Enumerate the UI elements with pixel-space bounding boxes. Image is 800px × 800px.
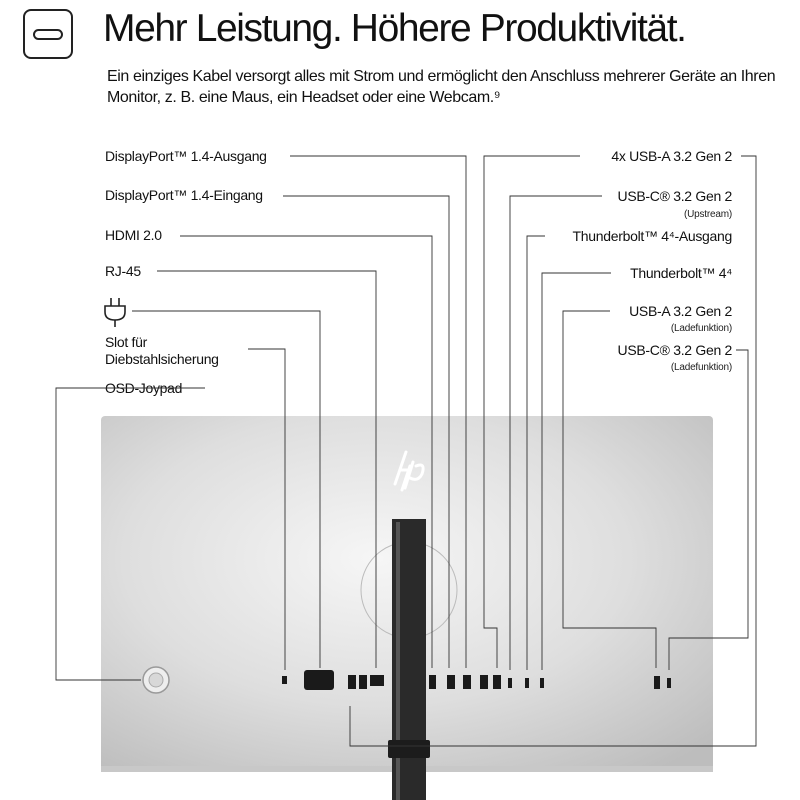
usba-port-1 xyxy=(348,675,356,689)
stand-clamp xyxy=(388,740,430,758)
note-usba-charging: (Ladefunktion) xyxy=(670,323,732,334)
lock-slot-port xyxy=(282,676,287,684)
power-plug-icon xyxy=(105,298,125,327)
note-upstream: (Upstream) xyxy=(683,209,732,220)
hdmi-port xyxy=(429,675,436,689)
dp-out-port xyxy=(463,675,471,689)
label-usbc-upstream: USB-C® 3.2 Gen 2 xyxy=(617,188,732,204)
thunderbolt-port xyxy=(540,678,544,688)
usba-port-4 xyxy=(493,675,501,689)
label-displayport-in: DisplayPort™ 1.4-Eingang xyxy=(105,187,263,203)
label-lock-slot-line1: Slot für xyxy=(105,334,147,350)
label-rj45: RJ-45 xyxy=(105,263,141,279)
label-hdmi: HDMI 2.0 xyxy=(105,227,162,243)
thunderbolt-out-port xyxy=(525,678,529,688)
label-displayport-out: DisplayPort™ 1.4-Ausgang xyxy=(105,148,267,164)
note-usbc-charging: (Ladefunktion) xyxy=(670,362,732,373)
label-usba-4x: 4x USB-A 3.2 Gen 2 xyxy=(611,148,732,164)
page-title: Mehr Leistung. Höhere Produktivität. xyxy=(103,7,686,50)
label-usbc-charging: USB-C® 3.2 Gen 2 xyxy=(617,342,732,358)
label-thunderbolt: Thunderbolt™ 4⁴ xyxy=(630,265,732,281)
label-usba-charging: USB-A 3.2 Gen 2 xyxy=(629,303,732,319)
power-port xyxy=(304,670,334,690)
label-osd-joypad: OSD-Joypad xyxy=(105,380,183,396)
label-thunderbolt-out: Thunderbolt™ 4⁴-Ausgang xyxy=(572,228,732,244)
usba-charging-port xyxy=(654,676,660,689)
label-lock-slot-line2: Diebstahlsicherung xyxy=(105,351,219,367)
usbc-upstream-port xyxy=(508,678,512,688)
rj45-port xyxy=(370,675,384,686)
dp-in-port xyxy=(447,675,455,689)
usba-port-3 xyxy=(480,675,488,689)
page-subtitle: Ein einziges Kabel versorgt alles mit Strom und ermöglicht den Anschluss mehrerer Geräte an Ihren Monitor, z. B. eine Maus, ein Headset oder eine Webcam.⁹ xyxy=(107,68,776,106)
usba-port-2 xyxy=(359,675,367,689)
usbc-charging-port xyxy=(667,678,671,688)
